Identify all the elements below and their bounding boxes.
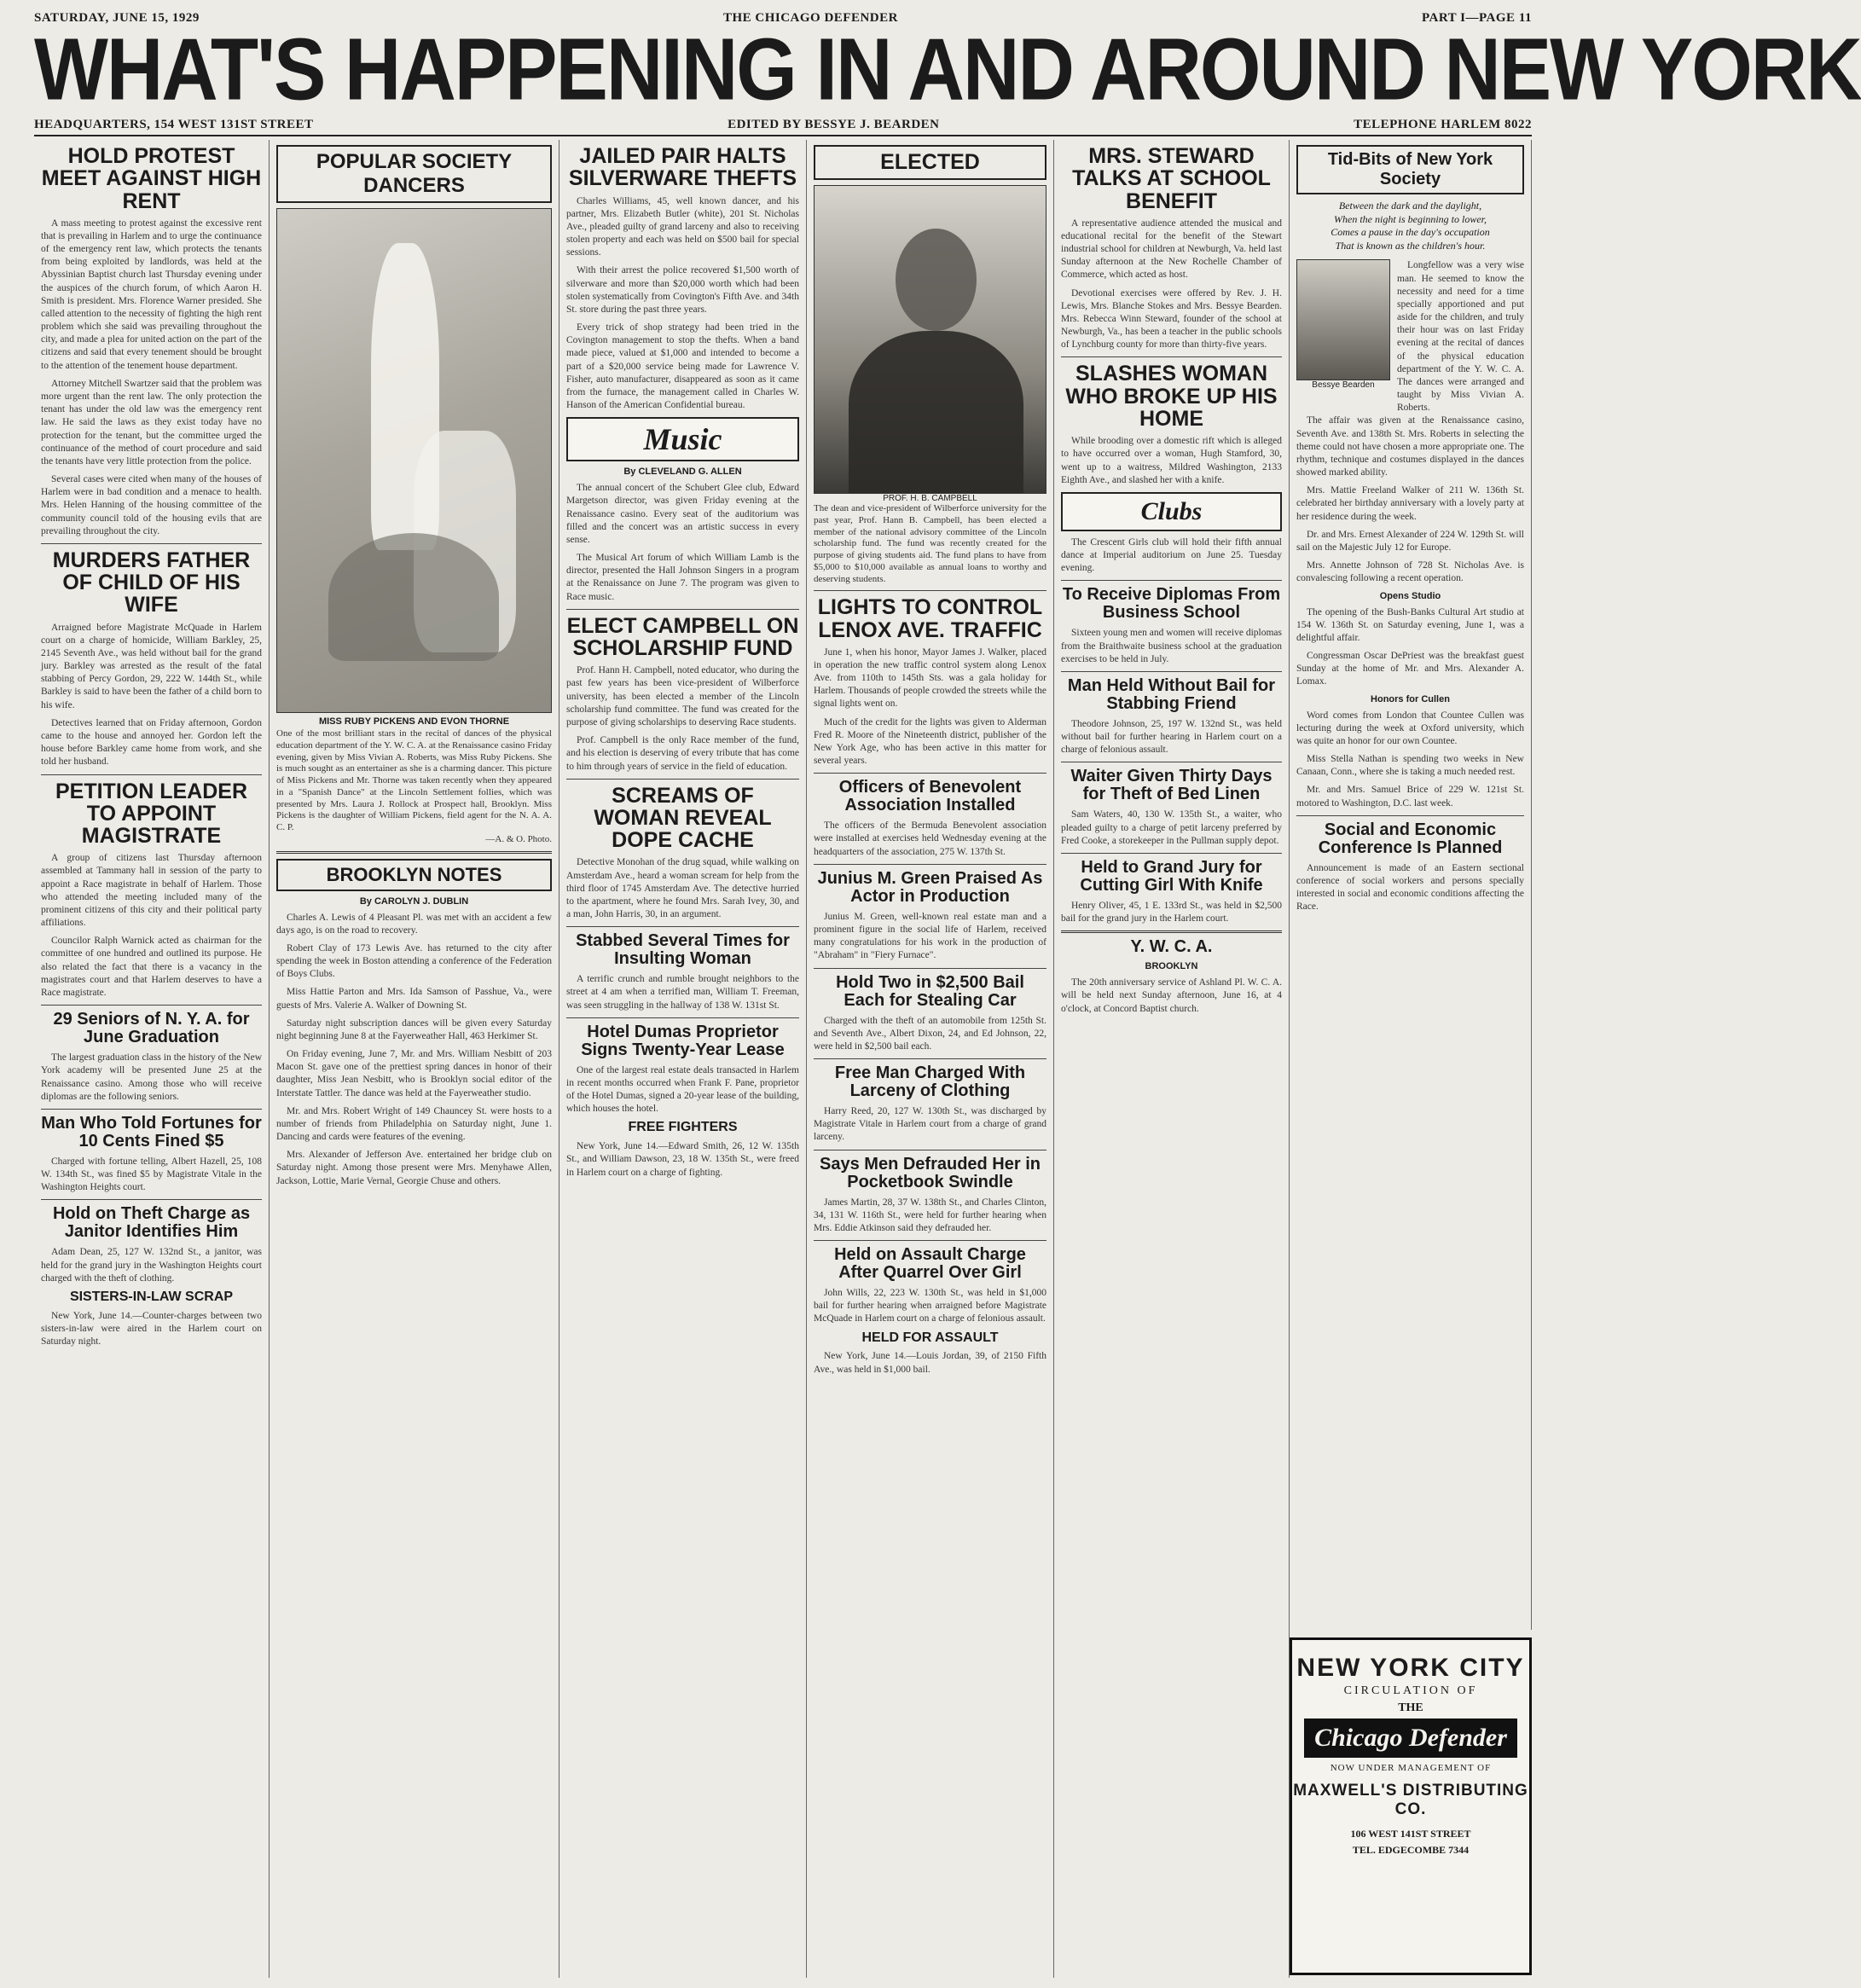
article-text: Announcement is made of an Eastern sectional conference of social workers and persons specially interested in social and economic conditions affecting the Race. xyxy=(1296,862,1524,913)
headline: LIGHTS TO CONTROL LENOX AVE. TRAFFIC xyxy=(817,595,1043,642)
headline: JAILED PAIR HALTS SILVERWARE THEFTS xyxy=(568,144,797,191)
article-text: New York, June 14.—Louis Jordan, 39, of 2150 Fifth Ave., was held in $1,000 bail. xyxy=(814,1351,1046,1375)
ad-circulation: CIRCULATION OF xyxy=(1343,1684,1478,1697)
subhead: Honors for Cullen xyxy=(1371,693,1450,704)
column-2 xyxy=(270,140,559,1978)
byline: By CLEVELAND G. ALLEN xyxy=(623,467,742,478)
headline: Hold Two in $2,500 Bail Each for Stealing Car xyxy=(836,972,1024,1010)
divider xyxy=(1061,853,1282,854)
headline: 29 Seniors of N. Y. A. for June Graduation xyxy=(53,1010,250,1047)
headline: Hold on Theft Charge as Janitor Identifies Him xyxy=(52,1204,251,1242)
divider xyxy=(41,1199,262,1200)
ad-telephone: TEL. EDGECOMBE 7344 xyxy=(1352,1844,1470,1856)
article-text: The Crescent Girls club will hold their fifth annual dance at Imperial auditorium on June 25. Tuesday evening. xyxy=(1061,536,1282,574)
headline: Hotel Dumas Proprietor Signs Twenty-Year Lease xyxy=(581,1022,785,1059)
divider xyxy=(814,773,1046,774)
article-text: Miss Hattie Parton and Mrs. Ida Samson of Passhue, Va., were guests of Mrs. Valerie A. Walker of Downing St. xyxy=(276,987,552,1011)
article-text: Charles A. Lewis of 4 Pleasant Pl. was met with an accident a few days ago, is on the road to recovery. xyxy=(276,912,552,936)
paper-name: THE CHICAGO DEFENDER xyxy=(722,10,898,25)
divider xyxy=(566,609,799,610)
article-text: One of the largest real estate deals transacted in Harlem in recent months occurred when Frank F. Pane, proprietor of the Hotel Dumas, signed a 20-year lease of the building, which houses the hotel. xyxy=(566,1064,799,1115)
editor-portrait xyxy=(1296,259,1390,380)
poem xyxy=(1296,200,1524,252)
headline: Officers of Benevolent Association Installed xyxy=(838,778,1022,815)
article-text: A terrific crunch and rumble brought neighbors to the street at 4 am when a terrified man, William T. Freeman, was seen struggling in the hallway of 138 W. 131st St. xyxy=(566,974,799,1011)
headline: HELD FOR ASSAULT xyxy=(861,1330,999,1345)
article-text: Much of the credit for the lights was given to Alderman Fred R. Moore of the Nineteenth district, publisher of the New York Age, who has been active in this matter for several years. xyxy=(814,716,1046,767)
headline: Junius M. Green Praised As Actor in Production xyxy=(817,868,1043,906)
subhead: BROOKLYN xyxy=(1145,961,1198,972)
article-text: Harry Reed, 20, 127 W. 130th St., was discharged by Magistrate Vitale in Harlem court from a charge of grand larceny. xyxy=(814,1106,1046,1143)
article-text: Mrs. Mattie Freeland Walker of 211 W. 136th St. celebrated her birthday anniversary with a lovely party at her residence during the week. xyxy=(1296,485,1524,522)
ad-address: 106 WEST 141ST STREET xyxy=(1350,1828,1471,1840)
divider xyxy=(276,851,552,854)
article-text: Word comes from London that Countee Cullen was lecturing during the week at Oxford university, which was quite an honor for our own Countee. xyxy=(1296,710,1524,746)
headquarters: HEADQUARTERS, 154 WEST 131ST STREET xyxy=(34,117,314,131)
article-text: Prof. Campbell is the only Race member of the fund, and his election is deserving of every tribute that has come to him through years of service in the field of education. xyxy=(566,735,799,772)
photo-credit: —A. & O. Photo. xyxy=(485,833,552,844)
column-4 xyxy=(807,140,1054,1978)
article-text: Longfellow was a very wise man. He seemed to know the necessity and need for a time specially apportioned and put aside for the children, and truly their hour was on last Friday evening at the recital of dances of the physical education department of the Y. W. C. A. The dances were arranged and taught by Miss Vivian A. Roberts. xyxy=(1397,260,1524,414)
divider xyxy=(566,926,799,927)
article-text: Charged with the theft of an automobile from 125th St. and Seventh Ave., Albert Dixon, 24, and Ed Johnson, 22, were held in $2,500 bail each. xyxy=(814,1015,1046,1052)
headline: HOLD PROTEST MEET AGAINST HIGH RENT xyxy=(41,144,262,213)
headline: Held on Assault Charge After Quarrel Over Girl xyxy=(834,1245,1026,1283)
article-text: Arraigned before Magistrate McQuade in Harlem court on a charge of homicide, William Barkley, 25, 2145 Seventh Ave., was held without bail for the grand jury. Barkley was arrested as the result of the fatal stabbing of Percy Gordon, 29, 222 W. 144th St., while Barkley is said to have been the father of a child born to his wife. xyxy=(41,622,262,710)
headline: Held to Grand Jury for Cutting Girl With Knife xyxy=(1080,857,1263,895)
ad-city: NEW YORK CITY xyxy=(1296,1654,1525,1682)
article-text: Sixteen young men and women will receive diplomas from the Braithwaite business school at the graduation exercises to be held in July. xyxy=(1061,628,1282,664)
article-text: A group of citizens last Thursday afternoon assembled at Tammany hall in session of the party to appoint a Race magistrate in behalf of Harlem. Those who attended the meeting included many of the prominent citizens of this city and their political party affiliations. xyxy=(41,853,262,929)
column-6 xyxy=(1290,140,1532,1630)
divider xyxy=(1061,580,1282,581)
portrait-photo xyxy=(814,185,1046,494)
article-text: With their arrest the police recovered $1,500 worth of silverware and more than $20,000 worth which had been stolen systematically from Covington's Fifth Ave. and 34th St. store during the past three years. xyxy=(566,265,799,315)
photo-caption: One of the most brilliant stars in the recital of dances of the physical education department of the Y. W. C. A. at the Renaissance casino Friday evening, given by Miss Vivian A. Roberts, was Miss Ruby Pickens. She is much sought as an entertainer as she is a charming dancer. This picture of Miss Pickens and Mr. Thorne was taken recently when they appeared in a "Spanish Dance" at the Lincoln Settlement follies, which was presented by Mrs. Laura J. Rollock at Prospect hall, Brooklyn. Miss Pickens is the daughter of William Pickens, field agent for the N. A. A. C. P. xyxy=(276,728,552,832)
article-text: Mrs. Annette Johnson of 728 St. Nicholas Ave. is convalescing following a recent operation. xyxy=(1296,560,1524,584)
sub-line xyxy=(34,114,1532,136)
article-text: Theodore Johnson, 25, 197 W. 132nd St., was held without bail for further hearing in Harlem court on a charge of felonious assault. xyxy=(1061,718,1282,756)
article-text: Every trick of shop strategy had been tried in the Covington management to stop the thefts. When a band made piece, valued at $1,000 and intended to become a part of a $20,000 service being made for Lawrence V. Fisher, auto manufacturer, disappeared as soon as it came from the furnace, the management called in Charles W. Hanson of the American Confidential bureau. xyxy=(566,322,799,411)
editor-credit: EDITED BY BESSYE J. BEARDEN xyxy=(728,117,940,131)
article-text: The opening of the Bush-Banks Cultural Art studio at 154 W. 136th St. on Saturday evening, June 1, was a delightful affair. xyxy=(1296,606,1524,643)
column-5 xyxy=(1054,140,1290,1978)
tidbits-intro xyxy=(1296,259,1524,414)
divider xyxy=(1296,815,1524,816)
article-text: Several cases were cited when many of the houses of Harlem were in bad condition and a menace to health. Mrs. Helen Hanning of the housing committee of the community council told of the housing evils that are prevailing throughout the city. xyxy=(41,474,262,536)
article-text: Devotional exercises were offered by Rev. J. H. Lewis, Mrs. Blanche Stokes and Mrs. Bessye Bearden. Mrs. Rebecca Winn Steward, founder of the school at Newburgh, Va., has been a teacher in the public schools of Lynchburg county for more than thirty-five years. xyxy=(1061,287,1282,351)
divider xyxy=(1061,930,1282,933)
article-text: The Musical Art forum of which William Lamb is the director, presented the Hall Johnson Singers in a program at the Renaissance on June 7. The program was given to Race music. xyxy=(566,553,799,602)
ad-management: NOW UNDER MANAGEMENT OF xyxy=(1330,1763,1492,1773)
article-text: Mr. and Mrs. Robert Wright of 149 Chauncey St. were hosts to a number of friends from Philadelphia on Saturday night, June 1. Dancing and cards were features of the evening. xyxy=(276,1105,552,1143)
article-text: While brooding over a domestic rift which is alleged to have occurred over a woman, Hugh Stamford, 30, went up to a waitress, Mildred Washington, 2133 Eighth Ave., and slashed her with a knife. xyxy=(1061,436,1282,485)
headline: BROOKLYN NOTES xyxy=(276,859,552,891)
headline: MRS. STEWARD TALKS AT SCHOOL BENEFIT xyxy=(1072,144,1271,213)
article-text: Attorney Mitchell Swartzer said that the problem was more urgent than the rent law. The only protection the tenant has under the old law was the emergency rent law. He said the laws as they exist today have no protection for the tenant, but the committee urged the continuance of the method of court procedure and said the tenants have very little protection from the police. xyxy=(41,378,262,467)
article-text: Adam Dean, 25, 127 W. 132nd St., a janitor, was held for the grand jury in the Washington Heights court charged with the theft of clothing. xyxy=(41,1247,262,1284)
circulation-ad xyxy=(1290,1637,1532,1975)
headline: SLASHES WOMAN WHO BROKE UP HIS HOME xyxy=(1065,362,1278,431)
headline: Social and Economic Conference Is Planned xyxy=(1318,820,1503,857)
headline: FREE FIGHTERS xyxy=(628,1120,738,1135)
headline: SISTERS-IN-LAW SCRAP xyxy=(69,1289,234,1304)
divider xyxy=(1061,671,1282,672)
ad-address-row xyxy=(1292,1828,1529,1857)
portrait-shoulders xyxy=(849,331,1023,493)
portrait-head xyxy=(896,229,977,331)
article-text: Detectives learned that on Friday afternoon, Gordon came to the house and annoyed her. Gordon left the house before Barkley came home from work, and she told her husband. xyxy=(41,717,262,768)
page-number: PART I—PAGE 11 xyxy=(1422,10,1532,25)
divider xyxy=(814,968,1046,969)
headline: Waiter Given Thirty Days for Theft of Bed Linen xyxy=(1070,767,1273,804)
article-text: Robert Clay of 173 Lewis Ave. has returned to the city after spending the week in Boston attending a conference of the Federation of Boys Clubs. xyxy=(276,942,552,980)
article-text: New York, June 14.—Counter-charges between two sisters-in-law were aired in the Harlem court on Saturday night. xyxy=(41,1310,262,1348)
divider xyxy=(814,864,1046,865)
headline: ELECTED xyxy=(814,145,1046,180)
article-text: A representative audience attended the musical and educational recital for the benefit of the Stewart industrial school for children at Newburgh, Va. held last Sunday afternoon at the New Rochelle Chamber of Commerce, which acted as host. xyxy=(1061,217,1282,281)
headline: Man Held Without Bail for Stabbing Friend xyxy=(1067,675,1276,713)
column-3 xyxy=(559,140,807,1978)
article-text: New York, June 14.—Edward Smith, 26, 12 W. 135th St., and William Dawson, 23, 18 W. 135th St., were freed in Harlem court on a charge of fighting. xyxy=(566,1141,799,1178)
poem-line: Comes a pause in the day's occupation xyxy=(1331,226,1490,239)
article-text: Henry Oliver, 45, 1 E. 133rd St., was held in $2,500 bail for the grand jury in the Harlem court. xyxy=(1061,900,1282,924)
headline: ELECT CAMPBELL ON SCHOLARSHIP FUND xyxy=(566,613,799,661)
divider xyxy=(41,1109,262,1110)
divider xyxy=(814,1240,1046,1241)
article-text: Prof. Hann H. Campbell, noted educator, who during the past few years has been vice-president of Wilberforce university, has been elected a member of the Lincoln scholarship fund committee. The fund was created for the purpose of giving scholarships to deserving Race students. xyxy=(566,665,799,727)
portrait-caption: The dean and vice-president of Wilberforce university for the past year, Prof. Hann B. Campbell, has been elected a member of the national advisory committee of the Lincoln scholarship fund. The fund was recently created for the purpose of giving students aid. The fund plans to have from $5,000 to $10,000 available as annual loans to worthy and deserving students. xyxy=(814,503,1046,584)
headline: SCREAMS OF WOMAN REVEAL DOPE CACHE xyxy=(594,783,772,853)
article-text: Councilor Ralph Warnick acted as chairman for the committee of one hundred and outlined its purpose. He also related the fact that there is a vacancy in the magistrates court and that Harlem deserves to have a Race magistrate. xyxy=(41,936,262,998)
column-1 xyxy=(34,140,270,1978)
article-text: Mrs. Alexander of Jefferson Ave. entertained her bridge club on Saturday night. Among those present were Mrs. Menyhawe Allen, Jackson, Lottie, Marie Vernal, Georgie Chuse and others. xyxy=(276,1150,552,1186)
article-text: Congressman Oscar DePriest was the breakfast guest Sunday at the home of Mr. and Mrs. Alexander A. Lomax. xyxy=(1296,651,1524,687)
article-text: Detective Monohan of the drug squad, while walking on Amsterdam Ave., heard a woman scream for help from the third floor of 1745 Amsterdam Ave. The detective hurried to the apartment, where he found Mrs. Sarah Ivey, 30, and a man, John Harris, 30, in an argument. xyxy=(566,857,799,920)
article-text: Junius M. Green, well-known real estate man and a prominent figure in the social life of Harlem, received many congratulations for his work in the production of "Abraham" in "Fiery Furnace". xyxy=(814,911,1046,961)
divider xyxy=(41,774,262,775)
byline: By CAROLYN J. DUBLIN xyxy=(359,895,469,907)
article-text: The 20th anniversary service of Ashland Pl. W. C. A. will be held next Sunday afternoon, June 16, at 4 o'clock, at Concord Baptist church. xyxy=(1061,977,1282,1014)
divider xyxy=(566,1017,799,1018)
ad-the: THE xyxy=(1398,1701,1423,1714)
article-text: A mass meeting to protest against the excessive rent that is prevailing in Harlem and to urge the continuance of the emergency rent law, which protects the tenants from being exploited by landlords, was held at the Abyssinian Baptist church last Thursday evening under the auspices of the church forum, of which Aaron H. Smith is president. Mrs. Florence Warner presided. She called attention to the necessity of fighting the high rent problem which she said was prevailing throughout the city, and made a plea for united action on the part of the citizens and said that every tenement should be brought to the attention of the tenement house department. xyxy=(41,217,262,371)
ad-company: MAXWELL'S DISTRIBUTING CO. xyxy=(1293,1782,1528,1818)
article-text: Charged with fortune telling, Albert Hazell, 25, 108 W. 134th St., was fined $5 by Magistrate Vitale in the Washington Heights court. xyxy=(41,1156,262,1193)
clubs-banner: Clubs xyxy=(1061,492,1282,531)
article-text: Saturday night subscription dances will be given every Saturday night beginning June 8 at the Fayerweather Hall, 463 Herkimer St. xyxy=(276,1017,552,1041)
poem-line: Between the dark and the daylight, xyxy=(1338,200,1482,212)
portrait-label: PROF. H. B. CAMPBELL xyxy=(883,494,977,503)
article-text: Miss Stella Nathan is spending two weeks in New Canaan, Conn., where she is taking a much needed rest. xyxy=(1296,754,1524,778)
divider xyxy=(1061,356,1282,357)
headline: Man Who Told Fortunes for 10 Cents Fined $5 xyxy=(41,1113,262,1150)
headline: Free Man Charged With Larceny of Clothing xyxy=(834,1064,1026,1101)
headline: MURDERS FATHER OF CHILD OF HIS WIFE xyxy=(52,548,251,617)
editor-portrait-wrap xyxy=(1296,259,1390,414)
divider xyxy=(41,1005,262,1006)
ad-brand-logo: Chicago Defender xyxy=(1304,1718,1517,1758)
divider xyxy=(814,590,1046,591)
article-text: Charles Williams, 45, well known dancer, and his partner, Mrs. Elizabeth Butler (white), 201 St. Nicholas Ave., pleaded guilty of grand larceny and also to receiving stolen property and each was held on $500 bail for special sessions. xyxy=(566,195,799,258)
headline: Says Men Defrauded Her in Pocketbook Swindle xyxy=(820,1154,1041,1191)
headline: Tid-Bits of New York Society xyxy=(1296,145,1524,194)
article-text: June 1, when his honor, Mayor James J. Walker, placed in operation the new traffic control system along Lenox Ave. from 110th to 145th Sts. was a gala holiday for Harlem. Thousands of people crowded the streets while the signal lights went on. xyxy=(814,646,1046,710)
headline: PETITION LEADER TO APPOINT MAGISTRATE xyxy=(55,779,247,849)
article-text: The affair was given at the Renaissance casino, Seventh Ave. and 138th St. Mrs. Roberts in selecting the theme could not have chosen a more appropriate one. The rhythm, technique and costumes displayed in the dances showed marked ability. xyxy=(1296,415,1524,478)
article-text: Sam Waters, 40, 130 W. 135th St., a waiter, who pleaded guilty to a charge of petit larceny preferred by Fred Cooke, a storekeeper in the Pullman supply depot. xyxy=(1061,809,1282,846)
headline: Y. W. C. A. xyxy=(1130,937,1213,957)
subhead: Opens Studio xyxy=(1379,590,1441,601)
divider xyxy=(41,543,262,544)
headline: Stabbed Several Times for Insulting Woman xyxy=(576,931,790,969)
article-text: The officers of the Bermuda Benevolent association were installed at exercises held Wednesday evening at the headquarters of the association, 275 W. 137th St. xyxy=(814,820,1046,857)
article-text: The annual concert of the Schubert Glee club, Edward Margetson director, was given Friday evening at the Renaissance casino. Every seat of the auditorium was filled and the concert was an artistic success in every sense. xyxy=(566,483,799,545)
article-text: Mr. and Mrs. Samuel Brice of 229 W. 121st St. motored to Washington, D.C. last week. xyxy=(1296,785,1524,809)
divider xyxy=(814,1058,1046,1059)
dancers-photo xyxy=(276,208,552,713)
article-text: Dr. and Mrs. Ernest Alexander of 224 W. 129th St. will sail on the Majestic July 12 for Europe. xyxy=(1296,529,1524,553)
divider xyxy=(566,779,799,780)
article-text: The largest graduation class in the history of the New York academy will be presented June 25 at the Renaissance casino. Among those who will receive diplomas are the following seniors. xyxy=(41,1052,262,1102)
issue-date: SATURDAY, JUNE 15, 1929 xyxy=(34,10,200,25)
photo-caption-title: MISS RUBY PICKENS AND EVON THORNE xyxy=(318,716,510,727)
poem-line: When the night is beginning to lower, xyxy=(1334,212,1487,225)
page-title: WHAT'S HAPPENING IN AND AROUND NEW YORK xyxy=(34,20,1861,119)
poem-line: That is known as the children's hour. xyxy=(1335,239,1486,252)
telephone: TELEPHONE HARLEM 8022 xyxy=(1354,117,1532,131)
article-text: On Friday evening, June 7, Mr. and Mrs. William Nesbitt of 203 Macon St. gave one of the prettiest spring dances in honor of their daughter, Miss Jean Nesbitt, who is Brooklyn social editor of the Interstate Tattler. The dance was held at the Fayerweather studio. xyxy=(276,1049,552,1098)
headline: To Receive Diplomas From Business School xyxy=(1062,585,1281,623)
music-banner: Music xyxy=(566,417,799,461)
headline: POPULAR SOCIETY DANCERS xyxy=(276,145,552,203)
dancer-skirt xyxy=(328,533,499,661)
article-text: James Martin, 28, 37 W. 138th St., and Charles Clinton, 34, 131 W. 116th St., were held for further hearing when Mrs. Eddie Atkinson said they defrauded her. xyxy=(814,1197,1046,1233)
article-text: John Wills, 22, 223 W. 130th St., was held in $1,000 bail for further hearing when arraigned before Magistrate McQuade in Harlem court on a charge of felonious assault. xyxy=(814,1288,1046,1324)
portrait-label: Bessye Bearden xyxy=(1312,380,1375,391)
